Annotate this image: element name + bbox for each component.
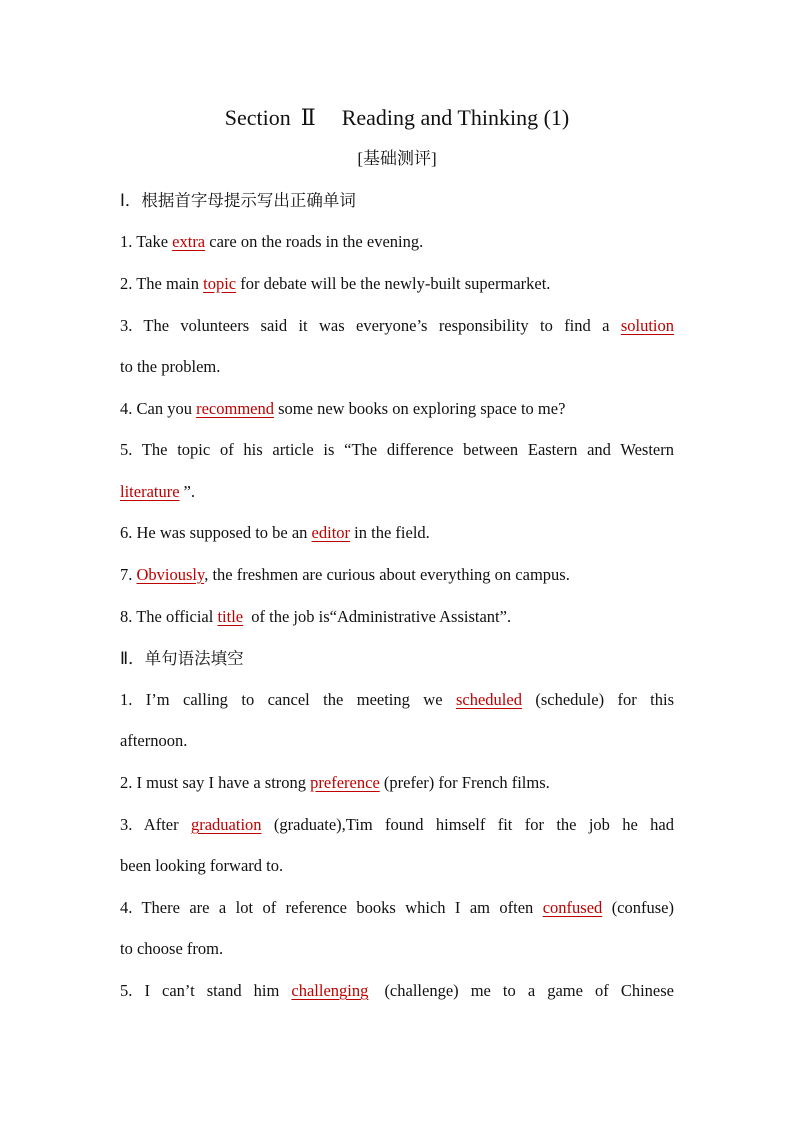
reading-title: Reading and Thinking (1) bbox=[341, 105, 570, 130]
section-number: Ⅱ bbox=[300, 105, 316, 130]
part1-item-6: 6. He was supposed to be an editor in the field. bbox=[120, 523, 430, 542]
part2-item-4-cont: to choose from. bbox=[120, 939, 224, 958]
part1-item-1: 1. Take extra care on the roads in the evening. bbox=[120, 232, 424, 251]
part1-item-3: 3. The volunteers said it was everyone’s responsibility to find a solution bbox=[120, 316, 674, 335]
answer: scheduled bbox=[455, 690, 522, 709]
part1-item-8: 8. The official title of the job is“Administrative Assistant”. bbox=[120, 607, 512, 626]
answer: recommend bbox=[196, 399, 274, 418]
part1-item-5: 5. The topic of his article is “The difference between Eastern and Western bbox=[120, 440, 674, 459]
part1-item-3-cont: to the problem. bbox=[120, 357, 221, 376]
part2-item-1-cont: afternoon. bbox=[120, 731, 188, 750]
part1-heading: Ⅰ．根据首字母提示写出正确单词 bbox=[120, 191, 356, 210]
page-title bbox=[0, 104, 794, 132]
page-subtitle: [基础测评] bbox=[357, 149, 437, 168]
answer: topic bbox=[203, 274, 237, 293]
answer: graduation bbox=[190, 815, 262, 834]
answer: extra bbox=[172, 232, 206, 251]
part1-item-4: 4. Can you recommend some new books on exploring space to me? bbox=[120, 399, 566, 418]
answer: editor bbox=[311, 523, 351, 542]
answer: Obviously bbox=[136, 565, 205, 584]
answer: literature bbox=[120, 482, 180, 501]
part2-item-3: 3. After graduation (graduate),Tim found himself fit for the job he had bbox=[120, 815, 674, 834]
part1-item-5-cont: literature ”. bbox=[120, 482, 195, 501]
part2-item-4: 4. There are a lot of reference books which I am often confused (confuse) bbox=[120, 898, 674, 917]
section-label: Section bbox=[224, 105, 291, 130]
answer: title bbox=[217, 607, 244, 626]
answer: solution bbox=[620, 316, 674, 335]
answer: challenging bbox=[291, 981, 369, 1000]
part2-heading: Ⅱ．单句语法填空 bbox=[120, 649, 244, 668]
answer: confused bbox=[542, 898, 603, 917]
part2-item-5: 5. I can’t stand him challenging (challenge) me to a game of Chinese bbox=[120, 981, 674, 1000]
part2-item-1: 1. I’m calling to cancel the meeting we scheduled (schedule) for this bbox=[120, 690, 675, 709]
part2-item-3-cont: been looking forward to. bbox=[120, 856, 284, 875]
answer: preference bbox=[310, 773, 380, 792]
part1-item-2: 2. The main topic for debate will be the newly-built supermarket. bbox=[120, 274, 551, 293]
part1-item-7: 7. Obviously, the freshmen are curious about everything on campus. bbox=[120, 565, 570, 584]
part2-item-2: 2. I must say I have a strong preference (prefer) for French films. bbox=[120, 773, 550, 792]
